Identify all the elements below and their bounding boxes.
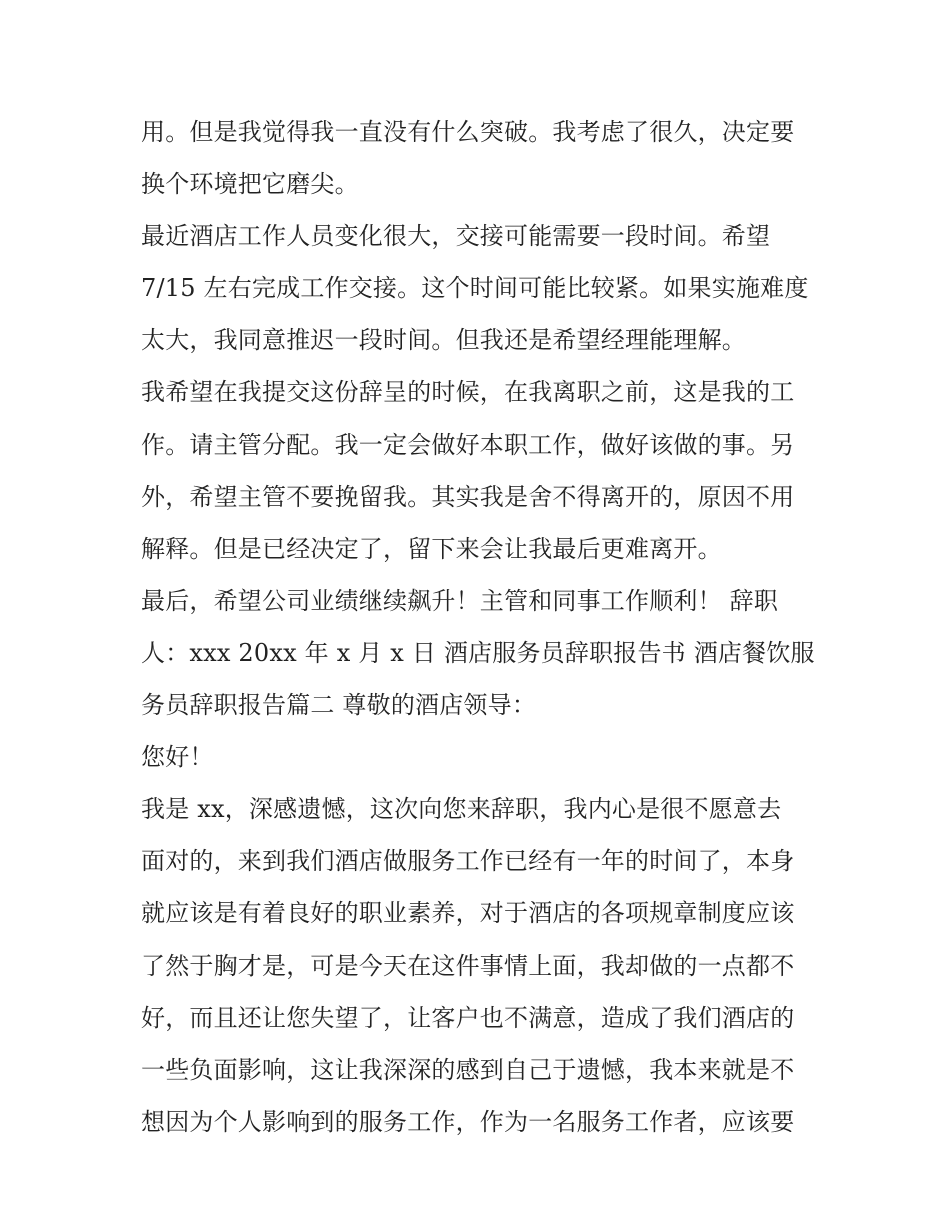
text-line-12: 务员辞职报告篇二 尊敬的酒店领导：	[141, 691, 537, 720]
text-line-13: 您好！	[141, 743, 214, 772]
text-line-2: 换个环境把它磨尖。	[141, 170, 359, 199]
text-line-15: 面对的，来到我们酒店做服务工作已经有一年的时间了，本身	[141, 847, 795, 876]
text-line-14: 我是 xx，深感遗憾，这次向您来辞职，我内心是很不愿意去	[141, 795, 782, 824]
text-line-1: 用。但是我觉得我一直没有什么突破。我考虑了很久，决定要	[141, 118, 795, 146]
text-line-3: 最近酒店工作人员变化很大，交接可能需要一段时间。希望	[141, 222, 771, 251]
text-line-6: 我希望在我提交这份辞呈的时候，在我离职之前，这是我的工	[141, 378, 795, 407]
text-line-5: 太大，我同意推迟一段时间。但我还是希望经理能理解。	[141, 326, 746, 355]
text-line-18: 好，而且还让您失望了，让客户也不满意，造成了我们酒店的	[141, 1003, 795, 1032]
text-line-8: 外，希望主管不要挽留我。其实我是舍不得离开的，原因不用	[141, 482, 795, 511]
text-line-17: 了然于胸才是，可是今天在这件事情上面，我却做的一点都不	[141, 951, 795, 980]
text-line-11: 人：xxx 20xx 年 x 月 x 日 酒店服务员辞职报告书 酒店餐饮服	[141, 638, 815, 667]
text-line-10: 最后，希望公司业绩继续飙升！主管和同事工作顺利！ 辞职	[141, 586, 779, 615]
text-line-16: 就应该是有着良好的职业素养，对于酒店的各项规章制度应该	[141, 899, 795, 928]
text-line-4: 7/15 左右完成工作交接。这个时间可能比较紧。如果实施难度	[141, 274, 809, 303]
text-line-7: 作。请主管分配。我一定会做好本职工作，做好该做的事。另	[141, 430, 795, 459]
text-line-20: 想因为个人影响到的服务工作，作为一名服务工作者，应该要	[141, 1107, 795, 1136]
text-line-19: 一些负面影响，这让我深深的感到自己于遗憾，我本来就是不	[141, 1055, 795, 1084]
document-body	[141, 106, 821, 1148]
text-line-9: 解释。但是已经决定了，留下来会让我最后更难离开。	[141, 534, 722, 563]
